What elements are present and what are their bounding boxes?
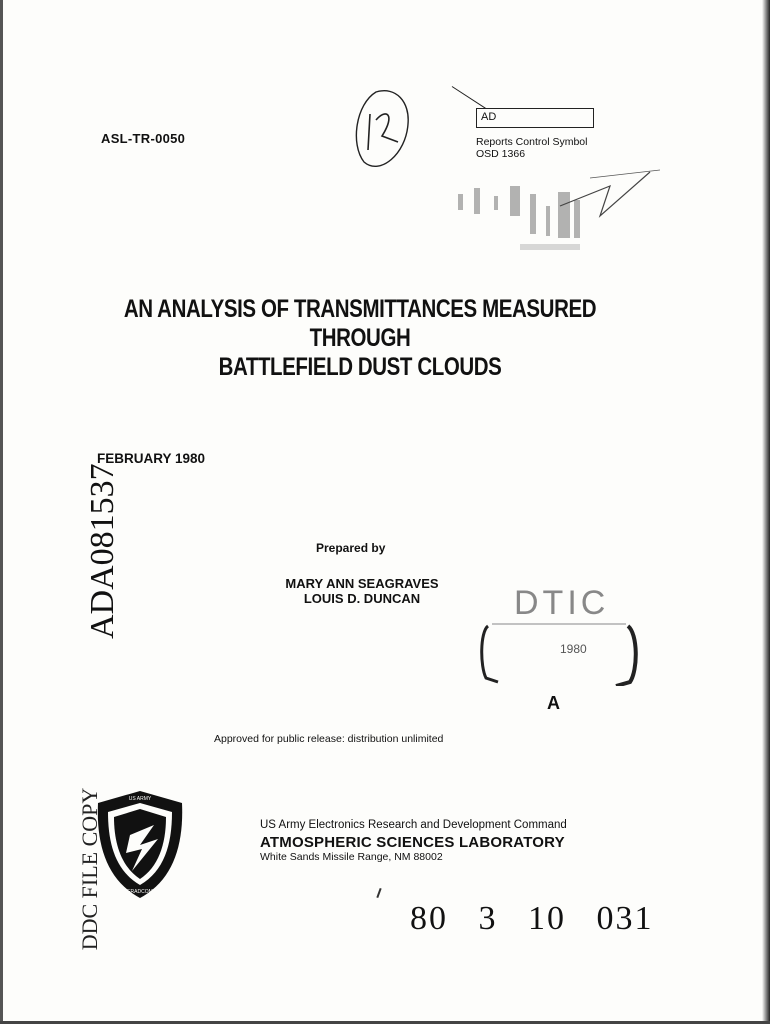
handwritten-circle-mark xyxy=(346,84,416,170)
prepared-by-label: Prepared by xyxy=(316,541,386,555)
laboratory-address: White Sands Missile Range, NM 88002 xyxy=(260,851,443,863)
stamp-number-4: 031 xyxy=(596,900,654,937)
author-1: MARY ANN SEAGRAVES xyxy=(285,576,439,591)
report-date: FEBRUARY 1980 xyxy=(97,451,206,466)
scan-right-edge xyxy=(762,0,770,1024)
emblem-top-text: US ARMY xyxy=(128,796,152,802)
side-accession-number: ADA081537 xyxy=(84,463,121,639)
approval-statement: Approved for public release: distribution unlimited xyxy=(214,733,444,745)
reports-control-line1: Reports Control Symbol xyxy=(476,136,588,148)
report-number: ASL-TR-0050 xyxy=(101,131,186,146)
authors xyxy=(262,576,462,606)
ad-number-box: AD xyxy=(476,108,594,128)
command-name: US Army Electronics Research and Development Command xyxy=(260,819,567,831)
stamp-number-2: 3 xyxy=(478,900,498,937)
ad-pointer-line xyxy=(452,86,486,109)
reports-control-line2: OSD 1366 xyxy=(476,148,526,160)
scan-left-edge xyxy=(0,0,3,1024)
dtic-stamp-name: DTIC xyxy=(514,584,610,622)
stamp-number-3: 10 xyxy=(528,900,566,937)
title-line1: AN ANALYSIS OF TRANSMITTANCES MEASURED THROUGH xyxy=(123,295,597,352)
stamped-date-numbers xyxy=(410,900,674,938)
title-line2: BATTLEFIELD DUST CLOUDS xyxy=(218,353,502,381)
dtic-stamp xyxy=(478,586,638,686)
stamp-number-1: 80 xyxy=(410,900,448,937)
dtic-grade-letter: A xyxy=(547,693,560,713)
ddc-file-copy-stamp: DDC FILE COPY xyxy=(77,787,102,951)
faded-stamp xyxy=(450,166,660,266)
stray-mark xyxy=(376,888,381,898)
document-title xyxy=(98,295,623,382)
emblem-bottom-text: ERADCOM xyxy=(127,889,153,895)
reports-control-symbol xyxy=(476,136,587,160)
dtic-stamp-date: 1980 xyxy=(560,642,587,656)
laboratory-name: ATMOSPHERIC SCIENCES LABORATORY xyxy=(260,834,565,851)
author-2: LOUIS D. DUNCAN xyxy=(303,591,421,606)
eradcom-shield-emblem xyxy=(92,787,188,902)
